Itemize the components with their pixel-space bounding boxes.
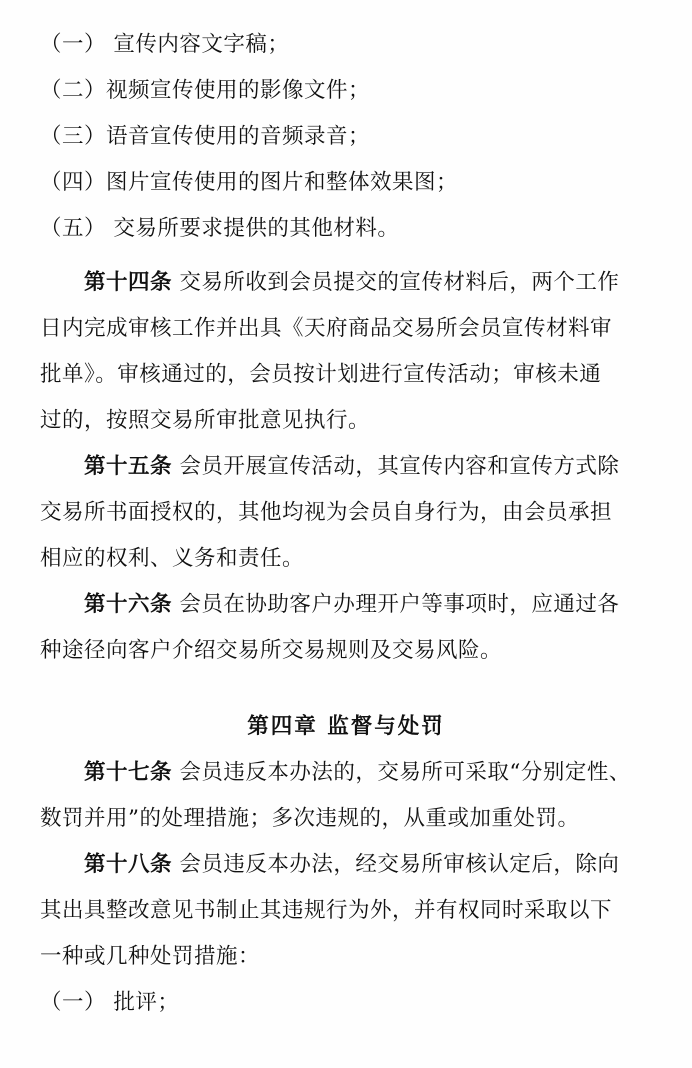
article-label: 第十七条 bbox=[84, 760, 173, 785]
list-item: （一） 批评； bbox=[40, 990, 180, 1015]
list-item: （四）图片宣传使用的图片和整体效果图； bbox=[40, 170, 459, 195]
article-first-line bbox=[40, 582, 652, 628]
article-label: 第十八条 bbox=[84, 852, 173, 877]
article-17 bbox=[40, 750, 652, 842]
article-text: 会员违反本办法，经交易所审核认定后，除向 bbox=[172, 852, 620, 877]
ordered-list-penalties bbox=[40, 980, 652, 1026]
list-item: （二）视频宣传使用的影像文件； bbox=[40, 78, 371, 103]
article-label: 第十六条 bbox=[84, 592, 173, 617]
article-14 bbox=[40, 260, 652, 444]
list-item: （一） 宣传内容文字稿； bbox=[40, 32, 290, 57]
article-15 bbox=[40, 444, 652, 582]
article-line: 种途径向客户介绍交易所交易规则及交易风险。 bbox=[40, 638, 503, 663]
article-first-line bbox=[40, 750, 652, 796]
article-line: 相应的权利、义务和责任。 bbox=[40, 546, 305, 571]
ordered-list-materials bbox=[40, 22, 652, 252]
article-text: 交易所收到会员提交的宣传材料后，两个工作 bbox=[172, 270, 620, 295]
article-text: 会员违反本办法的，交易所可采取“分别定性、 bbox=[172, 760, 631, 785]
article-first-line bbox=[40, 444, 652, 490]
list-item: （五） 交易所要求提供的其他材料。 bbox=[40, 216, 400, 241]
article-first-line bbox=[40, 842, 652, 888]
article-line: 日内完成审核工作并出具《天府商品交易所会员宣传材料审 bbox=[40, 316, 613, 341]
list-item: （三）语音宣传使用的音频录音； bbox=[40, 124, 371, 149]
article-text: 会员开展宣传活动，其宣传内容和宣传方式除 bbox=[172, 454, 620, 479]
spacer bbox=[40, 252, 652, 260]
article-label: 第十四条 bbox=[84, 270, 173, 295]
article-line: 批单》。审核通过的，会员按计划进行宣传活动；审核未通 bbox=[40, 362, 602, 387]
spacer bbox=[40, 674, 652, 704]
article-label: 第十五条 bbox=[84, 454, 173, 479]
article-line: 交易所书面授权的，其他均视为会员自身行为，由会员承担 bbox=[40, 500, 613, 525]
article-line: 其出具整改意见书制止其违规行为外，并有权同时采取以下 bbox=[40, 898, 613, 923]
article-line: 过的，按照交易所审批意见执行。 bbox=[40, 408, 371, 433]
article-18 bbox=[40, 842, 652, 980]
article-line: 一种或几种处罚措施： bbox=[40, 944, 261, 969]
article-16 bbox=[40, 582, 652, 674]
article-first-line bbox=[40, 260, 652, 306]
article-text: 会员在协助客户办理开户等事项时，应通过各 bbox=[172, 592, 620, 617]
article-line: 数罚并用”的处理措施；多次违规的，从重或加重处罚。 bbox=[40, 806, 580, 831]
chapter-heading: 第四章 监督与处罚 bbox=[247, 714, 445, 739]
